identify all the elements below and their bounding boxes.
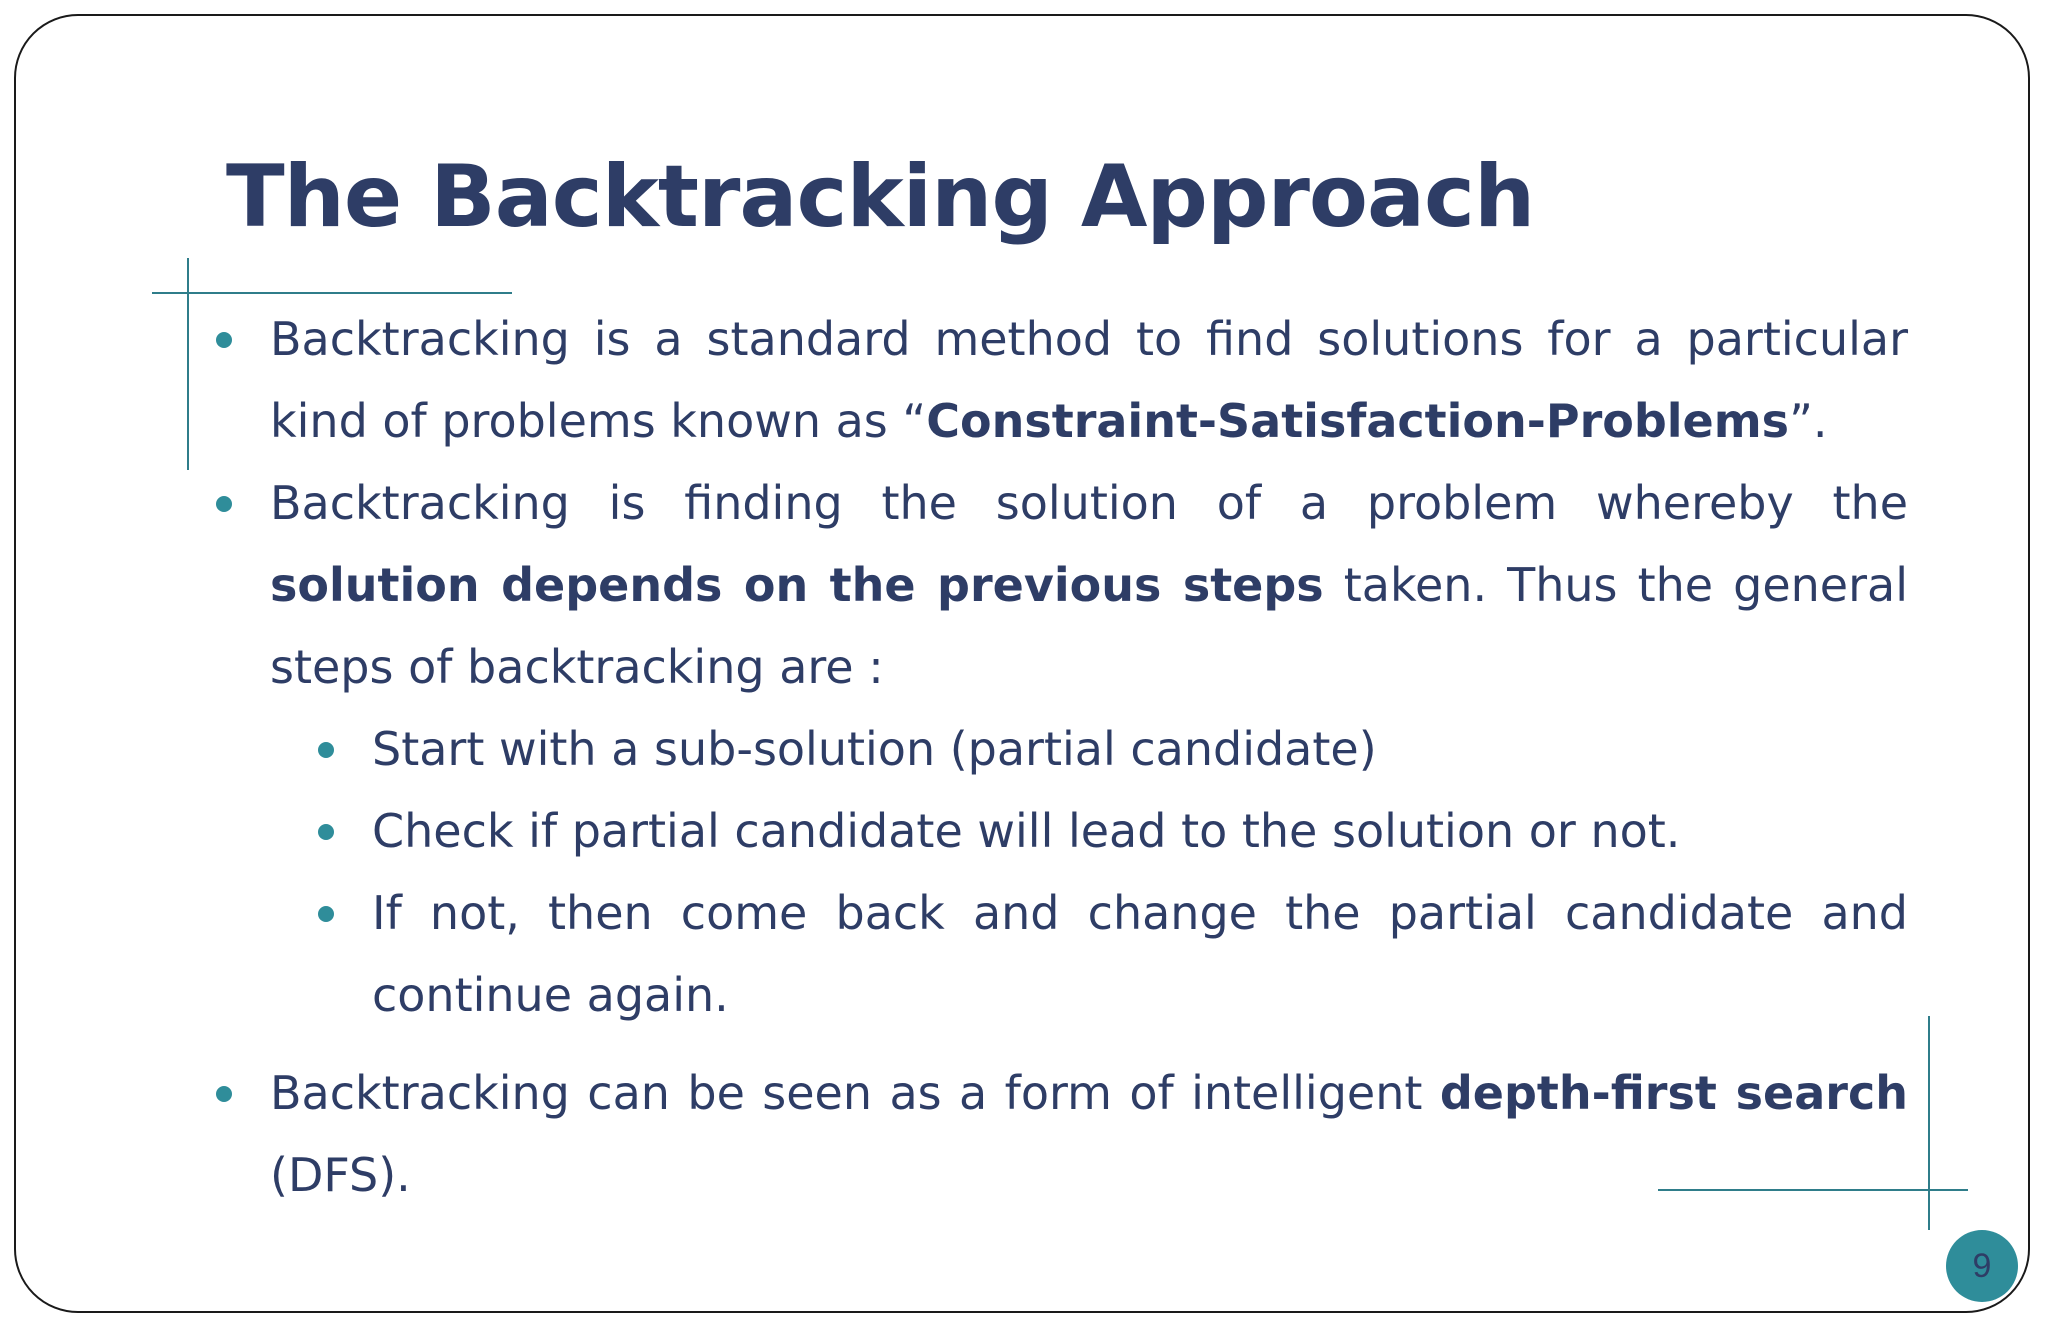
corner-decoration-top-left-horizontal bbox=[152, 292, 512, 294]
bullet-emphasis: solution depends on the previous steps bbox=[270, 558, 1324, 612]
bullet-emphasis: depth-first search bbox=[1439, 1066, 1908, 1120]
bullet-item-previous-steps bbox=[200, 462, 1908, 708]
sub-bullet-text: If not, then come back and change the partial candidate and continue again. bbox=[372, 886, 1908, 1022]
bullet-text: Backtracking can be seen as a form of intelligent bbox=[270, 1066, 1440, 1120]
bullet-item-depth-first-search bbox=[200, 1052, 1908, 1216]
corner-decoration-bottom-right-vertical bbox=[1928, 1016, 1930, 1230]
bullet-text: Backtracking is finding the solution of a problem whereby the bbox=[270, 476, 1908, 530]
sub-bullet-item bbox=[302, 790, 1908, 872]
slide-title: The Backtracking Approach bbox=[226, 147, 1535, 247]
sub-bullet-item bbox=[302, 872, 1908, 1036]
slide-content bbox=[200, 298, 1908, 1216]
bullet-item-constraint-satisfaction bbox=[200, 298, 1908, 462]
sub-bullet-text: Start with a sub-solution (partial candidate) bbox=[372, 722, 1377, 776]
sub-bullet-text: Check if partial candidate will lead to the solution or not. bbox=[372, 804, 1681, 858]
bullet-text: ”. bbox=[1789, 394, 1828, 448]
corner-decoration-top-left-vertical bbox=[187, 258, 189, 470]
sub-bullet-item bbox=[302, 708, 1908, 790]
bullet-text: (DFS). bbox=[270, 1148, 411, 1202]
bullet-text: Backtracking is a standard method to find solutions for a particular kind of problems known as “ bbox=[270, 312, 1908, 448]
page-number-badge: 9 bbox=[1946, 1230, 2018, 1302]
bullet-emphasis: Constraint-Satisfaction-Problems bbox=[926, 394, 1790, 448]
bullet-text: taken. Thus the general steps of backtracking are : bbox=[270, 558, 1908, 694]
